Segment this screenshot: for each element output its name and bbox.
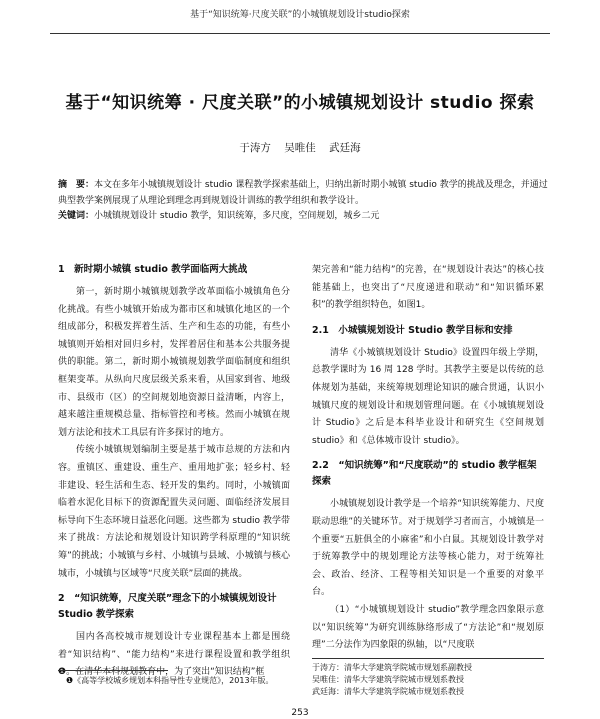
author-name: 吴唯佳 (284, 142, 316, 154)
author-list (0, 140, 600, 155)
abstract-label: 摘 要： (58, 180, 95, 190)
section-heading: 2 “知识统筹，尺度关联”理念下的小城镇规划设计 Studio 教学探索 (58, 593, 277, 621)
author-note: 武廷海：清华大学建筑学院城市规划系教授 (312, 687, 464, 696)
body-paragraph: 清华《小城镇规划设计 Studio》设置四年级上学期，总教学课时为 16 周 128 学时。其教学主要是以传统的总体规划为基础，来统筹规划理论知识的融合贯通，认识小城镇尺度的规划设计和规划管理问题。在《小城镇规划设计 Studio》之后是本科毕业设计和研究生《空间规划 studio》和《总体城市设计 studio》。 (312, 347, 544, 446)
author-notes-rule (312, 658, 544, 659)
section-heading: 1 新时期小城镇 studio 教学面临两大挑战 (58, 264, 248, 275)
page-number: 253 (291, 708, 309, 718)
footnote-rule (58, 670, 168, 671)
body-paragraph: （1）“小城镇规划设计 studio”教学理念四象限示意以“知识统筹”为研究训练脉络形成了“方法论”和“规划原理”二分法作为四象限的纵轴，以“尺度联 (312, 604, 544, 651)
abstract-text: 本文在多年小城镇规划设计 studio 课程教学探索基础上，归纳出新时期小城镇 studio 教学的挑战及理念，并通过典型教学案例展现了从理论到理念再到规划设计训练的教学组织和教学设计。 (58, 180, 548, 206)
running-header: 基于“知识统筹·尺度关联”的小城镇规划设计studio探索 (190, 10, 410, 20)
abstract-paragraph (58, 178, 550, 209)
body-paragraph: 架完善和“能力结构”的完善，在“规划设计表达”的核心技能基础上，也突出了“尺度递进和联动”和“知识循环累积”的教学组织特色，如图1。 (312, 265, 544, 311)
author-notes (312, 662, 472, 698)
body-paragraph: 传统小城镇规划编制主要是基于城市总规的方法和内容。重镇区、重建设、重生产、重用地扩张；轻乡村、轻非建设、轻生活和生态、轻开发的集约。同时，小城镇面临着水泥化目标下的资源配置失灵问题、面临经济发展目标导向下生态环境日益恶化问题。这些都为 studio 教学带来了挑战：方法论和规划设计知识跨学科原理的“知识统筹”的挑战；小城镇与乡村、小城镇与县域、小城镇与核心城市，小城镇与区域等“尺度关联”层面的挑战。 (58, 445, 290, 579)
right-column (312, 262, 544, 655)
author-name: 武廷海 (329, 142, 361, 154)
body-paragraph: 小城镇规划设计教学是一个培养“知识统筹能力、尺度联动思维”的关键环节。对于规划学习者而言，小城镇是一个重要“五脏俱全的小麻雀”和小白鼠。其规划设计教学对于统筹教学中的规划理论方法等核心能力，对于统筹社会、政治、经济、工程等相关知识是一个重要的对象平台。 (312, 499, 544, 598)
keywords-text: 小城镇规划设计 studio 教学，知识统筹，多尺度，空间规划，城乡二元 (94, 211, 380, 221)
footnote: ❶《高等学校城乡规划本科指导性专业规范》，2013年版。 (66, 676, 274, 685)
section-heading: 2.2 “知识统筹”和“尺度联动”的 studio 教学框架探索 (312, 460, 537, 488)
body-paragraph: 第一，新时期小城镇规划教学改革面临小城镇角色分化挑战。有些小城镇开始成为都市区和城镇化地区的一个组成部分，积极发挥着生活、生产和生态的功能，有些小城镇则开始相对回归乡村，发挥着居住和基本公共服务提供的职能。第二，新时期小城镇规划教学面临制度和组织框架变革。从纵向尺度层级关系来看，从国家到省、地级市、县级市（区）的空间规划地资源日益清晰，内容上，越来越注重规模总量、指标管控和考核。然而小城镇在规划方法论和技术工具层有许多探讨的地方。 (58, 287, 290, 438)
body-paragraph: 国内各高校城市规划设计专业课程基本上都是围绕着“知识结构”、“能力结构”来进行课程设置和教学组织❶。在清华本科规划教育中，为了突出“知识结构”框 (58, 632, 290, 678)
author-note: 于涛方：清华大学建筑学院城市规划系副教授 (312, 663, 472, 672)
header-rule (50, 33, 550, 34)
author-name: 于涛方 (239, 142, 271, 154)
author-note: 吴唯佳：清华大学建筑学院城市规划系教授 (312, 675, 464, 684)
keywords-paragraph (58, 209, 550, 225)
section-heading: 2.1 小城镇规划设计 Studio 教学目标和安排 (312, 324, 513, 336)
keywords-label: 关键词： (58, 211, 95, 221)
paper-title: 基于“知识统筹 · 尺度关联”的小城镇规划设计 studio 探索 (65, 93, 535, 113)
left-column (58, 262, 290, 682)
abstract-block (58, 178, 550, 225)
